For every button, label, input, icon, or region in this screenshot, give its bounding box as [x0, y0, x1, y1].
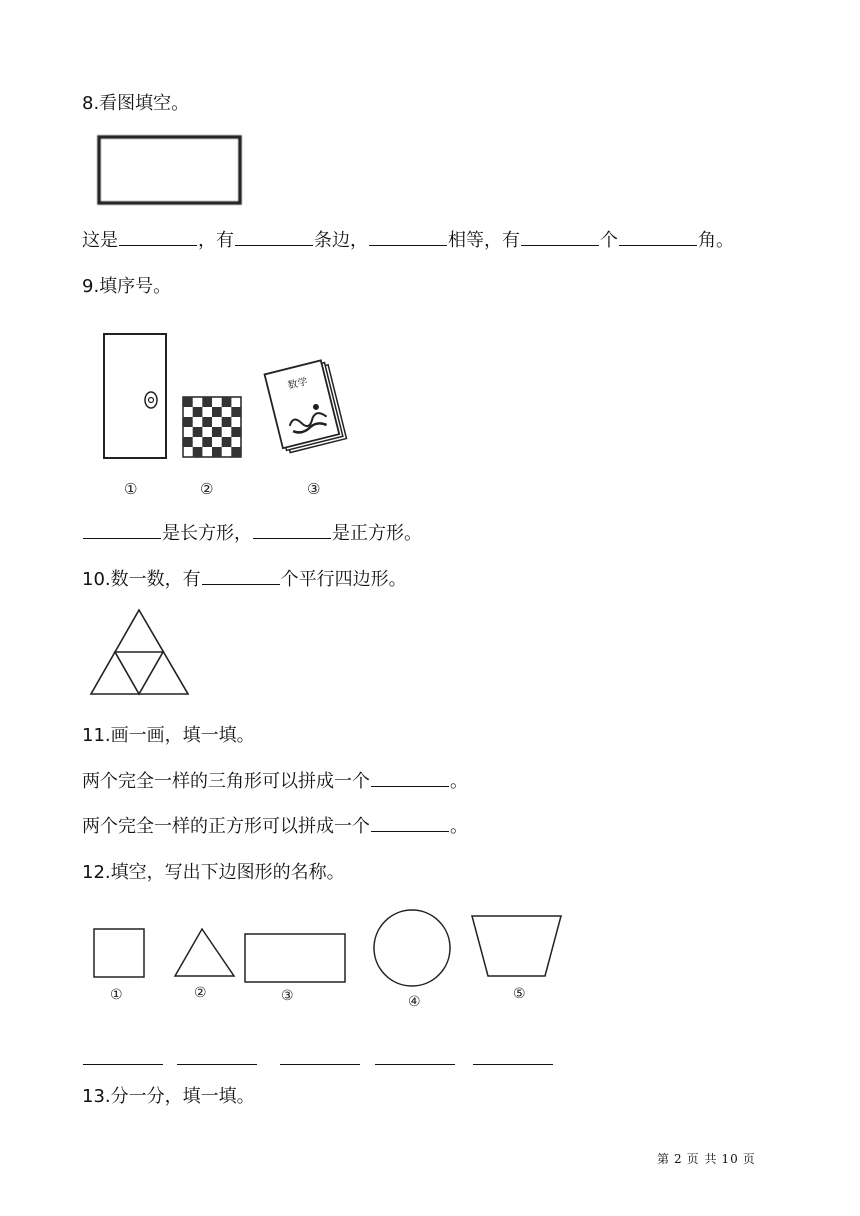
book-cover-text: 数学: [286, 376, 309, 392]
q8-blank-4[interactable]: [521, 229, 599, 246]
q12-label-4: ④: [408, 994, 421, 1010]
footer-prefix: 第: [657, 1152, 671, 1166]
q9-label-1: ①: [124, 480, 138, 498]
q13-title: 13.分一分，填一填。: [82, 1086, 255, 1107]
q12-blank-5[interactable]: [473, 1048, 553, 1065]
q12-blank-2[interactable]: [177, 1048, 257, 1065]
q11-blank-2[interactable]: [371, 815, 449, 832]
q12-blank-4[interactable]: [375, 1048, 455, 1065]
q8-text-5: 个: [600, 230, 618, 251]
circle-shape: [374, 910, 450, 986]
q9-blank-1[interactable]: [83, 522, 161, 539]
q11-end-2: 。: [450, 816, 468, 837]
q8-blank-2[interactable]: [235, 229, 313, 246]
q10-text-2: 个平行四边形。: [280, 569, 407, 590]
q11-line-1: [82, 770, 468, 794]
q12-label-1: ①: [110, 987, 123, 1003]
q11-end-1: 。: [450, 771, 468, 792]
q12-label-3: ③: [281, 988, 294, 1004]
q9-text-1: 是长方形，: [162, 523, 252, 544]
q9-title: 9.填序号。: [82, 276, 172, 297]
q8-text-2: ，有: [198, 230, 234, 251]
q9-fill-line: [82, 522, 422, 546]
door-figure: [104, 334, 166, 458]
q9-text-2: 是正方形。: [332, 523, 422, 544]
q8-text-6: 角。: [698, 230, 734, 251]
q8-text-4: 相等，有: [448, 230, 520, 251]
q8-text-3: 条边，: [314, 230, 368, 251]
q12-title: 12.填空，写出下边图形的名称。: [82, 862, 345, 883]
rectangle-shape: [245, 934, 345, 982]
q12-label-5: ⑤: [513, 986, 526, 1002]
q8-title: 8.看图填空。: [82, 93, 190, 114]
trapezoid-shape: [472, 916, 561, 976]
q12-blank-3[interactable]: [280, 1048, 360, 1065]
square-shape: [94, 929, 144, 977]
q10-triangle-figure: [88, 608, 192, 698]
q10-text-1: 10.数一数，有: [82, 569, 201, 590]
triangle-shape: [175, 929, 234, 976]
q11-text-2: 两个完全一样的正方形可以拼成一个: [82, 816, 370, 837]
footer-mid: 页 共: [686, 1152, 718, 1166]
q8-fill-line: [82, 229, 734, 253]
footer-suffix: 页: [742, 1152, 756, 1166]
q10-blank[interactable]: [202, 568, 280, 585]
q9-figures: [96, 328, 366, 503]
q8-rectangle-figure: [96, 134, 244, 206]
math-book-figure: [265, 359, 347, 454]
checkerboard-figure: [183, 397, 241, 457]
q9-label-3: ③: [307, 480, 321, 498]
footer-current-page: 2: [674, 1152, 683, 1166]
q8-blank-1[interactable]: [119, 229, 197, 246]
q10-line: [82, 568, 407, 592]
q9-label-2: ②: [200, 480, 214, 498]
q11-line-2: [82, 815, 468, 839]
footer-total-pages: 10: [721, 1152, 739, 1166]
q12-label-2: ②: [194, 985, 207, 1001]
q11-title: 11.画一画，填一填。: [82, 725, 255, 746]
q9-blank-2[interactable]: [253, 522, 331, 539]
q8-blank-5[interactable]: [619, 229, 697, 246]
q11-text-1: 两个完全一样的三角形可以拼成一个: [82, 771, 370, 792]
q11-blank-1[interactable]: [371, 770, 449, 787]
q12-shapes-figure: [86, 904, 576, 1012]
q12-blank-1[interactable]: [83, 1048, 163, 1065]
q8-text-1: 这是: [82, 230, 118, 251]
q8-blank-3[interactable]: [369, 229, 447, 246]
page-footer: [657, 1150, 760, 1167]
